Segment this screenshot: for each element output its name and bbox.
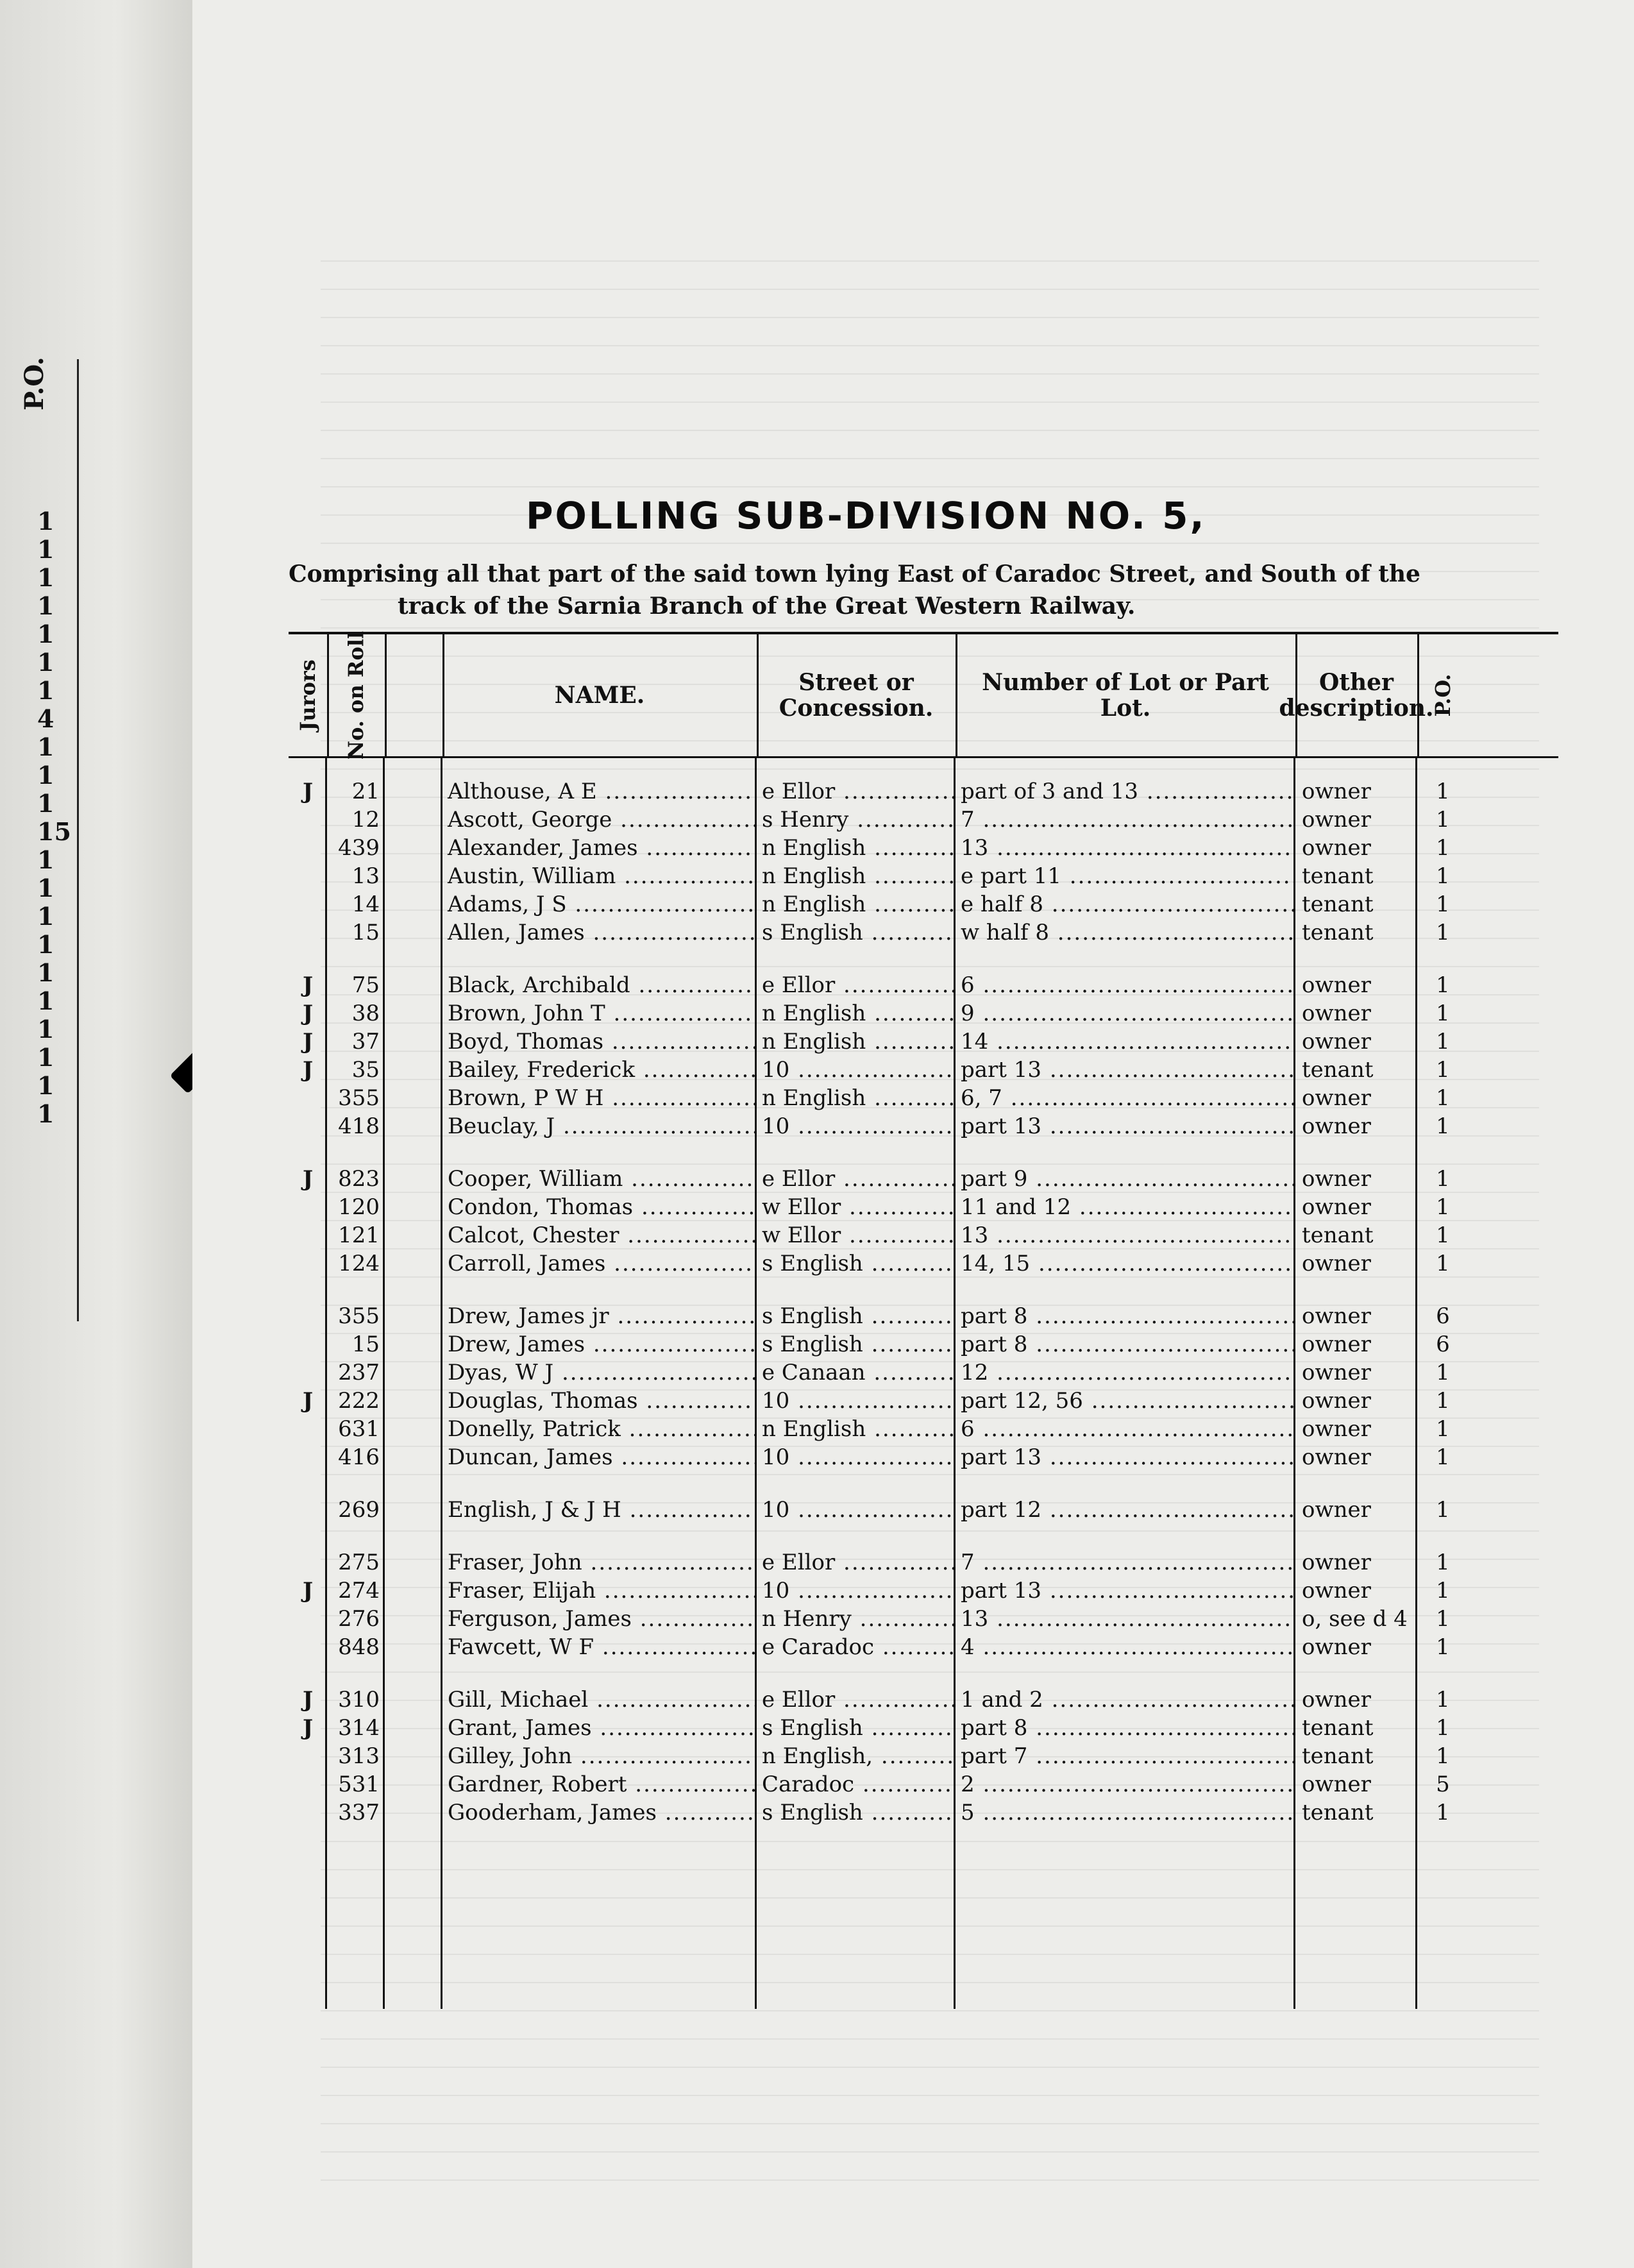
row-roll-number: 13 <box>351 863 380 889</box>
row-juror-mark <box>289 1742 327 1770</box>
previous-page-po-value: 1 <box>37 732 55 761</box>
row-po: 1 <box>1436 863 1450 889</box>
row-juror-mark: J <box>302 972 314 998</box>
row-juror-mark <box>289 1548 327 1577</box>
previous-page-po-value: 1 <box>37 507 55 536</box>
row-street: Caradoc ..... <box>757 1770 956 1798</box>
previous-page-po-value: 1 <box>37 986 55 1015</box>
row-po: 1 <box>1436 1578 1450 1604</box>
row-lot: 7 ..... <box>956 1548 1295 1577</box>
row-lot: 4 ..... <box>956 1633 1295 1661</box>
row-roll-number: 416 <box>338 1444 380 1470</box>
row-roll-number: 848 <box>338 1634 380 1660</box>
row-street: s English ..... <box>757 1330 956 1358</box>
table-row <box>289 971 1558 999</box>
previous-page-po-value: 1 <box>37 676 55 705</box>
row-juror-mark <box>289 918 327 947</box>
row-name: Brown, P W H ..... <box>442 1084 757 1112</box>
row-lot: 7 ..... <box>956 806 1295 834</box>
row-name: Calcot, Chester ..... <box>442 1221 757 1249</box>
row-juror-mark <box>289 1249 327 1278</box>
row-juror-mark <box>289 1358 327 1387</box>
row-juror-mark: J <box>302 1687 314 1713</box>
row-street: n English ..... <box>757 999 956 1028</box>
page-subtitle <box>289 558 1603 622</box>
row-name: Gill, Michael ..... <box>442 1686 757 1714</box>
row-name: Condon, Thomas ..... <box>442 1193 757 1221</box>
row-juror-mark: J <box>302 779 314 804</box>
row-juror-mark: J <box>302 1057 314 1083</box>
row-description: owner <box>1302 807 1371 833</box>
row-name: Austin, William ..... <box>442 862 757 890</box>
table-row <box>289 1056 1558 1084</box>
row-juror-mark <box>289 834 327 862</box>
row-name: Duncan, James ..... <box>442 1443 757 1471</box>
row-description: owner <box>1302 779 1371 804</box>
table-row <box>289 1415 1558 1443</box>
row-lot: part 13 ..... <box>956 1112 1295 1140</box>
row-description: owner <box>1302 1497 1371 1523</box>
row-po: 1 <box>1436 1497 1450 1523</box>
row-roll-number: 15 <box>351 1332 380 1357</box>
row-name: Fraser, Elijah ..... <box>442 1577 757 1605</box>
row-roll-number: 38 <box>351 1001 380 1026</box>
row-name: Drew, James ..... <box>442 1330 757 1358</box>
header-jurors: Jurors <box>289 634 329 756</box>
row-juror-mark <box>289 1770 327 1798</box>
table-row <box>289 1770 1558 1798</box>
row-lot: 14 ..... <box>956 1028 1295 1056</box>
row-po: 1 <box>1436 1634 1450 1660</box>
row-description: owner <box>1302 1578 1371 1604</box>
register-page <box>192 0 1634 2268</box>
previous-page-po-header: P.O. <box>19 357 49 410</box>
table-row <box>289 1577 1558 1605</box>
row-street: s English ..... <box>757 1714 956 1742</box>
table-row <box>289 1358 1558 1387</box>
row-description: owner <box>1302 972 1371 998</box>
row-roll-number: 35 <box>351 1057 380 1083</box>
row-juror-mark: J <box>302 1388 314 1414</box>
row-lot: part 7 ..... <box>956 1742 1295 1770</box>
row-roll-number: 631 <box>338 1416 380 1442</box>
previous-page-po-value: 4 <box>37 704 55 733</box>
table-row <box>289 1387 1558 1415</box>
row-po: 1 <box>1436 1166 1450 1192</box>
row-juror-mark <box>289 1443 327 1471</box>
table-row <box>289 1165 1558 1193</box>
row-description: owner <box>1302 1416 1371 1442</box>
row-po: 1 <box>1436 1194 1450 1220</box>
table-header <box>289 630 1558 760</box>
row-po: 1 <box>1436 835 1450 861</box>
row-po: 1 <box>1436 1715 1450 1741</box>
row-lot: part 12, 56 ..... <box>956 1387 1295 1415</box>
row-po: 1 <box>1436 1550 1450 1575</box>
row-street: e Ellor ..... <box>757 1686 956 1714</box>
header-spacer <box>385 634 444 756</box>
row-description: owner <box>1302 1772 1371 1797</box>
row-juror-mark <box>289 1605 327 1633</box>
row-name: Black, Archibald ..... <box>442 971 757 999</box>
row-name: Alexander, James ..... <box>442 834 757 862</box>
table-row <box>289 1798 1558 1827</box>
row-juror-mark <box>289 1112 327 1140</box>
row-description: owner <box>1302 1001 1371 1026</box>
row-po: 1 <box>1436 1029 1450 1054</box>
row-roll-number: 418 <box>338 1113 380 1139</box>
table-row <box>289 834 1558 862</box>
table-row <box>289 1221 1558 1249</box>
table-row <box>289 1548 1558 1577</box>
row-description: owner <box>1302 1113 1371 1139</box>
row-roll-number: 21 <box>351 779 380 804</box>
row-description: owner <box>1302 1550 1371 1575</box>
row-juror-mark: J <box>302 1715 314 1741</box>
table-row <box>289 1112 1558 1140</box>
row-roll-number: 14 <box>351 892 380 917</box>
page-title: POLLING SUB-DIVISION NO. 5, <box>526 494 1206 537</box>
row-description: owner <box>1302 1444 1371 1470</box>
row-lot: 6 ..... <box>956 1415 1295 1443</box>
row-lot: 13 ..... <box>956 1605 1295 1633</box>
table-row <box>289 1084 1558 1112</box>
row-street: 10 ..... <box>757 1056 956 1084</box>
row-juror-mark: J <box>302 1166 314 1192</box>
row-lot: e half 8 ..... <box>956 890 1295 918</box>
row-street: e Ellor ..... <box>757 777 956 806</box>
row-roll-number: 269 <box>338 1497 380 1523</box>
row-lot: part 13 ..... <box>956 1443 1295 1471</box>
row-description: tenant <box>1302 1715 1374 1741</box>
row-street: n English ..... <box>757 1084 956 1112</box>
row-roll-number: 313 <box>338 1743 380 1769</box>
row-po: 1 <box>1436 920 1450 945</box>
previous-page-po-value: 1 <box>37 761 55 790</box>
table-row <box>289 862 1558 890</box>
row-lot: part 13 ..... <box>956 1577 1295 1605</box>
subtitle-line-1: Comprising all that part of the said town lying East of Caradoc Street, and South of the <box>289 561 1420 588</box>
table-row <box>289 1714 1558 1742</box>
row-name: Fraser, John ..... <box>442 1548 757 1577</box>
previous-page-po-value: 1 <box>37 902 55 931</box>
row-street: e Ellor ..... <box>757 1548 956 1577</box>
table-row <box>289 1302 1558 1330</box>
row-po: 1 <box>1436 1251 1450 1276</box>
row-lot: 6, 7 ..... <box>956 1084 1295 1112</box>
row-po: 1 <box>1436 1606 1450 1632</box>
row-description: owner <box>1302 1303 1371 1329</box>
row-lot: 1 and 2 ..... <box>956 1686 1295 1714</box>
row-po: 1 <box>1436 1743 1450 1769</box>
row-po: 1 <box>1436 1001 1450 1026</box>
row-po: 1 <box>1436 972 1450 998</box>
row-juror-mark <box>289 806 327 834</box>
row-juror-mark <box>289 890 327 918</box>
row-name: Douglas, Thomas ..... <box>442 1387 757 1415</box>
row-street: e Caradoc ..... <box>757 1633 956 1661</box>
row-roll-number: 337 <box>338 1800 380 1825</box>
voters-table <box>289 632 1558 2009</box>
row-lot: part 8 ..... <box>956 1302 1295 1330</box>
row-juror-mark: J <box>302 1001 314 1026</box>
table-row <box>289 1028 1558 1056</box>
row-po: 1 <box>1436 1388 1450 1414</box>
header-street: Street or Concession. <box>757 634 957 756</box>
row-description: owner <box>1302 1634 1371 1660</box>
row-name: Donelly, Patrick ..... <box>442 1415 757 1443</box>
row-roll-number: 314 <box>338 1715 380 1741</box>
row-street: s Henry ..... <box>757 806 956 834</box>
row-name: Grant, James ..... <box>442 1714 757 1742</box>
row-po: 6 <box>1436 1303 1450 1329</box>
row-roll-number: 37 <box>351 1029 380 1054</box>
header-po: P.O. <box>1431 673 1455 717</box>
previous-page-po-value: 1 <box>37 1071 55 1100</box>
previous-page-po-value: 1 <box>37 874 55 902</box>
previous-page-po-value: 1 <box>37 591 55 620</box>
row-street: s English ..... <box>757 1249 956 1278</box>
previous-page-po-value: 1 <box>37 648 55 677</box>
row-lot: 6 ..... <box>956 971 1295 999</box>
table-row <box>289 918 1558 947</box>
row-street: n English ..... <box>757 1028 956 1056</box>
row-juror-mark <box>289 1221 327 1249</box>
row-name: Dyas, W J ..... <box>442 1358 757 1387</box>
row-roll-number: 222 <box>338 1388 380 1414</box>
row-street: e Ellor ..... <box>757 971 956 999</box>
row-lot: 13 ..... <box>956 1221 1295 1249</box>
row-name: Bailey, Frederick ..... <box>442 1056 757 1084</box>
row-name: Allen, James ..... <box>442 918 757 947</box>
row-street: w Ellor ..... <box>757 1221 956 1249</box>
row-roll-number: 276 <box>338 1606 380 1632</box>
row-juror-mark: J <box>302 1029 314 1054</box>
row-description: tenant <box>1302 1743 1374 1769</box>
previous-page-po-value: 1 <box>37 1015 55 1044</box>
row-description: owner <box>1302 1029 1371 1054</box>
row-lot: w half 8 ..... <box>956 918 1295 947</box>
row-po: 1 <box>1436 1800 1450 1825</box>
row-roll-number: 531 <box>338 1772 380 1797</box>
row-lot: 11 and 12 ..... <box>956 1193 1295 1221</box>
row-name: Gilley, John ..... <box>442 1742 757 1770</box>
row-street: s English ..... <box>757 1302 956 1330</box>
row-description: tenant <box>1302 863 1374 889</box>
row-lot: part 8 ..... <box>956 1714 1295 1742</box>
row-street: 10 ..... <box>757 1443 956 1471</box>
row-po: 1 <box>1436 1687 1450 1713</box>
header-no-on-roll: No. on Roll <box>327 634 387 756</box>
row-name: Gooderham, James ..... <box>442 1798 757 1827</box>
row-juror-mark <box>289 1496 327 1524</box>
row-name: Gardner, Robert ..... <box>442 1770 757 1798</box>
table-row <box>289 1249 1558 1278</box>
row-roll-number: 823 <box>338 1166 380 1192</box>
row-juror-mark <box>289 1798 327 1827</box>
row-name: Fawcett, W F ..... <box>442 1633 757 1661</box>
row-roll-number: 15 <box>351 920 380 945</box>
row-po: 1 <box>1436 1444 1450 1470</box>
row-lot: 12 ..... <box>956 1358 1295 1387</box>
row-street: 10 ..... <box>757 1387 956 1415</box>
row-street: n English ..... <box>757 1415 956 1443</box>
table-body <box>289 758 1558 2009</box>
row-lot: part of 3 and 13 ..... <box>956 777 1295 806</box>
row-juror-mark <box>289 862 327 890</box>
previous-page-po-value: 1 <box>37 1043 55 1072</box>
row-juror-mark <box>289 1302 327 1330</box>
table-row <box>289 777 1558 806</box>
row-name: Carroll, James ..... <box>442 1249 757 1278</box>
row-roll-number: 237 <box>338 1360 380 1385</box>
row-juror-mark <box>289 1084 327 1112</box>
table-row <box>289 1742 1558 1770</box>
table-row <box>289 806 1558 834</box>
row-po: 1 <box>1436 779 1450 804</box>
row-po: 5 <box>1436 1772 1450 1797</box>
subtitle-line-2: track of the Sarnia Branch of the Great Western Railway. <box>398 593 1136 620</box>
row-name: Ascott, George ..... <box>442 806 757 834</box>
header-lot: Number of Lot or Part Lot. <box>956 634 1297 756</box>
row-juror-mark <box>289 1633 327 1661</box>
row-street: s English ..... <box>757 918 956 947</box>
header-other-description: Other description. <box>1295 634 1419 756</box>
row-name: Althouse, A E ..... <box>442 777 757 806</box>
row-lot: part 8 ..... <box>956 1330 1295 1358</box>
row-po: 1 <box>1436 1057 1450 1083</box>
row-description: owner <box>1302 1687 1371 1713</box>
row-roll-number: 439 <box>338 835 380 861</box>
row-description: owner <box>1302 1085 1371 1111</box>
previous-page-po-value: 1 <box>37 620 55 648</box>
row-description: owner <box>1302 1360 1371 1385</box>
row-roll-number: 120 <box>338 1194 380 1220</box>
row-name: Adams, J S ..... <box>442 890 757 918</box>
row-roll-number: 275 <box>338 1550 380 1575</box>
previous-page-po-value: 1 <box>37 563 55 592</box>
row-description: tenant <box>1302 920 1374 945</box>
row-street: s English ..... <box>757 1798 956 1827</box>
row-po: 1 <box>1436 892 1450 917</box>
table-row <box>289 1330 1558 1358</box>
previous-page-po-value: 1 <box>37 535 55 564</box>
row-street: n Henry ..... <box>757 1605 956 1633</box>
table-row <box>289 1496 1558 1524</box>
row-juror-mark <box>289 1330 327 1358</box>
row-lot: 9 ..... <box>956 999 1295 1028</box>
row-roll-number: 355 <box>338 1085 380 1111</box>
row-lot: part 12 ..... <box>956 1496 1295 1524</box>
row-description: owner <box>1302 1332 1371 1357</box>
table-row <box>289 890 1558 918</box>
row-po: 1 <box>1436 1223 1450 1248</box>
row-roll-number: 310 <box>338 1687 380 1713</box>
row-roll-number: 124 <box>338 1251 380 1276</box>
table-row <box>289 1193 1558 1221</box>
row-roll-number: 75 <box>351 972 380 998</box>
row-po: 1 <box>1436 1085 1450 1111</box>
previous-page-po-value: 1 <box>37 930 55 959</box>
previous-page-po-value: 1 <box>37 789 55 818</box>
row-po: 1 <box>1436 1113 1450 1139</box>
row-street: n English, ..... <box>757 1742 956 1770</box>
row-description: owner <box>1302 1194 1371 1220</box>
row-name: English, J & J H ..... <box>442 1496 757 1524</box>
row-lot: 5 ..... <box>956 1798 1295 1827</box>
row-street: n English ..... <box>757 862 956 890</box>
previous-page-edge <box>0 0 192 2268</box>
table-row <box>289 1633 1558 1661</box>
row-street: w Ellor ..... <box>757 1193 956 1221</box>
row-lot: 13 ..... <box>956 834 1295 862</box>
row-description: tenant <box>1302 1800 1374 1825</box>
row-street: 10 ..... <box>757 1112 956 1140</box>
table-row <box>289 999 1558 1028</box>
previous-page-po-value: 1 <box>37 958 55 987</box>
previous-page-po-value: 1 <box>37 1099 55 1128</box>
row-street: e Ellor ..... <box>757 1165 956 1193</box>
row-lot: part 9 ..... <box>956 1165 1295 1193</box>
row-description: tenant <box>1302 1223 1374 1248</box>
row-name: Cooper, William ..... <box>442 1165 757 1193</box>
table-row <box>289 1686 1558 1714</box>
row-street: 10 ..... <box>757 1577 956 1605</box>
row-po: 1 <box>1436 1360 1450 1385</box>
row-juror-mark: J <box>302 1578 314 1604</box>
row-roll-number: 274 <box>338 1578 380 1604</box>
row-juror-mark <box>289 1415 327 1443</box>
row-description: owner <box>1302 835 1371 861</box>
row-lot: e part 11 ..... <box>956 862 1295 890</box>
row-name: Beuclay, J ..... <box>442 1112 757 1140</box>
previous-page-po-value: 1 <box>37 845 55 874</box>
previous-page-po-value: 15 <box>37 817 71 846</box>
row-name: Drew, James jr ..... <box>442 1302 757 1330</box>
row-lot: 14, 15 ..... <box>956 1249 1295 1278</box>
row-po: 1 <box>1436 807 1450 833</box>
row-street: n English ..... <box>757 890 956 918</box>
row-roll-number: 12 <box>351 807 380 833</box>
row-description: owner <box>1302 1251 1371 1276</box>
row-lot: part 13 ..... <box>956 1056 1295 1084</box>
table-row <box>289 1443 1558 1471</box>
row-roll-number: 355 <box>338 1303 380 1329</box>
row-description: owner <box>1302 1388 1371 1414</box>
row-po: 1 <box>1436 1416 1450 1442</box>
row-name: Ferguson, James ..... <box>442 1605 757 1633</box>
row-description: tenant <box>1302 892 1374 917</box>
row-description: tenant <box>1302 1057 1374 1083</box>
row-street: 10 ..... <box>757 1496 956 1524</box>
row-roll-number: 121 <box>338 1223 380 1248</box>
row-po: 6 <box>1436 1332 1450 1357</box>
table-row <box>289 1605 1558 1633</box>
row-description: o, see d 4 <box>1302 1606 1408 1632</box>
row-name: Boyd, Thomas ..... <box>442 1028 757 1056</box>
row-street: n English ..... <box>757 834 956 862</box>
row-description: owner <box>1302 1166 1371 1192</box>
row-juror-mark <box>289 1193 327 1221</box>
row-lot: 2 ..... <box>956 1770 1295 1798</box>
row-street: e Canaan ..... <box>757 1358 956 1387</box>
header-name: NAME. <box>442 634 759 756</box>
row-name: Brown, John T ..... <box>442 999 757 1028</box>
